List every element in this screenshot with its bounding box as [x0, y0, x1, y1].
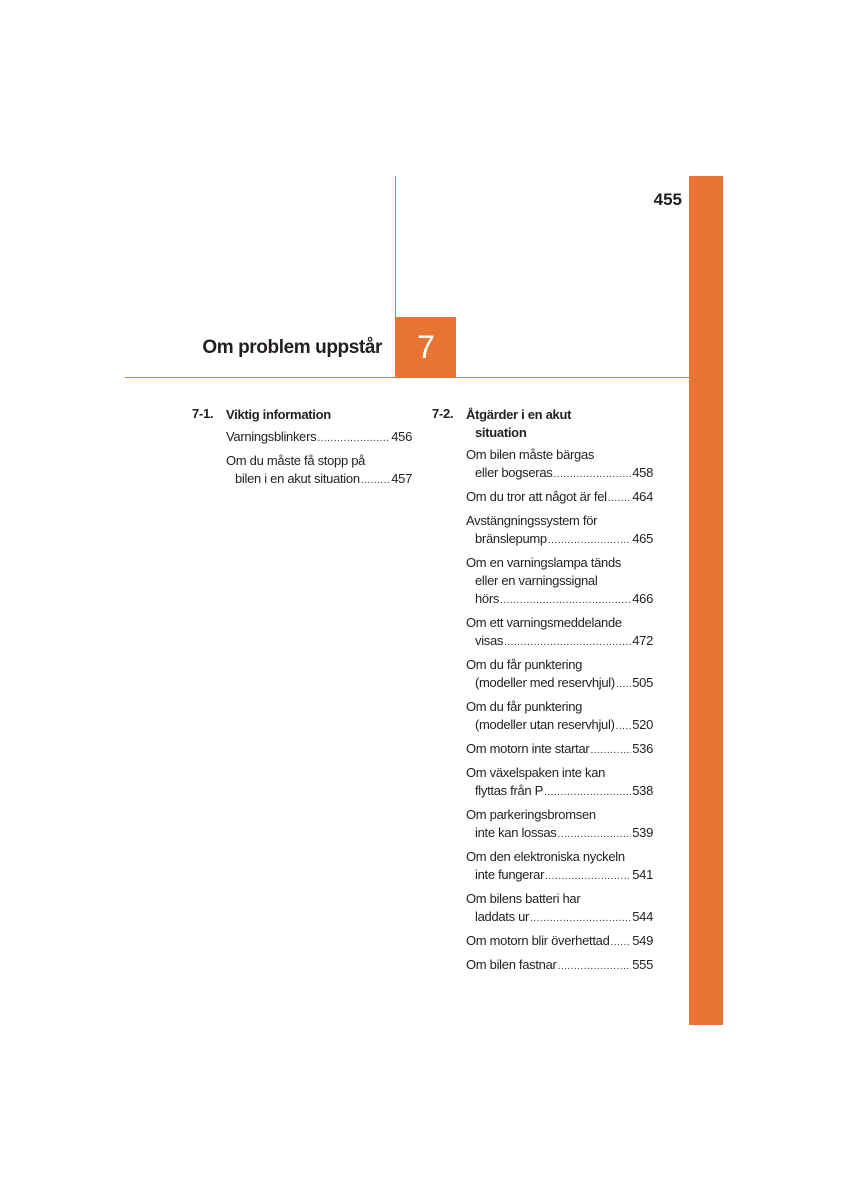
toc-entry-text: Om bilen fastnar	[466, 957, 557, 972]
toc-entry-text: Avstängningssystem för	[466, 513, 598, 528]
section-title	[466, 406, 571, 442]
toc-entry-text: hörs	[475, 591, 500, 606]
toc-entry-page: 472	[632, 633, 653, 648]
toc-entry-page: 456	[391, 429, 412, 444]
leader-dots	[500, 592, 631, 610]
toc-entry[interactable]	[466, 554, 653, 610]
leader-dots	[361, 472, 390, 490]
section-title-line: situation	[475, 425, 527, 440]
toc-entry[interactable]	[466, 656, 653, 694]
leader-dots	[530, 910, 631, 928]
toc-entry-text: Om bilen måste bärgas	[466, 447, 595, 462]
leader-dots	[616, 718, 632, 736]
toc-entry-page: 549	[632, 933, 653, 948]
leader-dots	[544, 784, 631, 802]
toc-entry-text: Om bilens batteri har	[466, 891, 581, 906]
section-title	[226, 406, 331, 424]
toc-entry-text: Om en varningslampa tänds	[466, 555, 622, 570]
toc-entry-text: Om ett varningsmeddelande	[466, 615, 622, 630]
toc-entry[interactable]	[466, 890, 653, 928]
toc-entry[interactable]	[466, 446, 653, 484]
section-title-line: Åtgärder i en akut	[466, 407, 572, 422]
toc-entry-text: flyttas från P	[475, 783, 544, 798]
chapter-title: Om problem uppstår	[202, 337, 382, 358]
leader-dots	[504, 634, 631, 652]
toc-entry-text: bränslepump	[475, 531, 547, 546]
leader-dots	[545, 868, 631, 886]
toc-entry-text: Om du får punktering	[466, 699, 583, 714]
toc-entry[interactable]	[466, 932, 653, 952]
leader-dots	[590, 742, 631, 760]
toc-entry-text: visas	[475, 633, 504, 648]
toc-entry[interactable]	[466, 698, 653, 736]
toc-entry-text: Om motorn blir överhettad	[466, 933, 610, 948]
toc-entry-text: Om motorn inte startar	[466, 741, 590, 756]
toc-entry-page: 539	[632, 825, 653, 840]
toc-entry-page: 464	[632, 489, 653, 504]
toc-section-7-1	[192, 406, 412, 494]
toc-entry-text: Om växelspaken inte kan	[466, 765, 606, 780]
toc-entry-text: Om du tror att något är fel	[466, 489, 607, 504]
leader-dots	[317, 430, 390, 448]
leader-dots	[616, 676, 631, 694]
page-number: 455	[653, 190, 682, 209]
toc-entry-text: Om du får punktering	[466, 657, 583, 672]
section-heading	[192, 406, 412, 424]
toc-entry-page: 538	[632, 783, 653, 798]
toc-entry[interactable]	[466, 488, 653, 508]
toc-entry-text: Varningsblinkers	[226, 429, 317, 444]
toc-entry-text: eller bogseras	[475, 465, 553, 480]
leader-dots	[608, 490, 631, 508]
leader-dots	[558, 958, 632, 976]
toc-entry[interactable]	[466, 512, 653, 550]
toc-entry[interactable]	[466, 740, 653, 760]
section-title-line: Viktig information	[226, 407, 331, 422]
horizontal-rule	[125, 377, 689, 378]
section-number: 7-1.	[192, 406, 214, 421]
chapter-number: 7	[417, 328, 435, 365]
leader-dots	[548, 532, 631, 550]
toc-entry[interactable]	[466, 956, 653, 976]
toc-entry[interactable]	[466, 806, 653, 844]
toc-entry[interactable]	[226, 428, 412, 448]
toc-entry-page: 457	[391, 471, 412, 486]
toc-entry-text: Om parkeringsbromsen	[466, 807, 596, 822]
toc-entry-page: 505	[632, 675, 653, 690]
toc-entry-text: laddats ur	[475, 909, 530, 924]
toc-entry-text: inte fungerar	[475, 867, 545, 882]
section-heading	[432, 406, 653, 442]
leader-dots	[553, 466, 631, 484]
toc-entry-page: 465	[632, 531, 653, 546]
toc-entry-text: inte kan lossas	[475, 825, 557, 840]
toc-entry-text: Om du måste få stopp på	[226, 453, 366, 468]
toc-entry-page: 458	[632, 465, 653, 480]
toc-entry-text: eller en varningssignal	[475, 573, 598, 588]
toc-entry-page: 541	[632, 867, 653, 882]
toc-entry[interactable]	[466, 848, 653, 886]
toc-entry-page: 466	[632, 591, 653, 606]
chapter-number-box	[396, 317, 456, 377]
leader-dots	[558, 826, 632, 844]
toc-entry-page: 544	[632, 909, 653, 924]
toc-entry[interactable]	[466, 614, 653, 652]
toc-entry-page: 520	[632, 717, 653, 732]
toc-entry-text: (modeller med reservhjul)	[475, 675, 615, 690]
toc-entry-text: Om den elektroniska nyckeln	[466, 849, 625, 864]
toc-entry[interactable]	[466, 764, 653, 802]
leader-dots	[611, 934, 632, 952]
toc-entry[interactable]	[226, 452, 412, 490]
toc-entry-text: bilen i en akut situation	[235, 471, 360, 486]
toc-section-7-2	[432, 406, 653, 980]
chapter-tab-bar	[689, 176, 723, 1025]
toc-entry-page: 536	[632, 741, 653, 756]
toc-entry-page: 555	[632, 957, 653, 972]
toc-entry-text: (modeller utan reservhjul)	[475, 717, 615, 732]
section-number: 7-2.	[432, 406, 454, 421]
